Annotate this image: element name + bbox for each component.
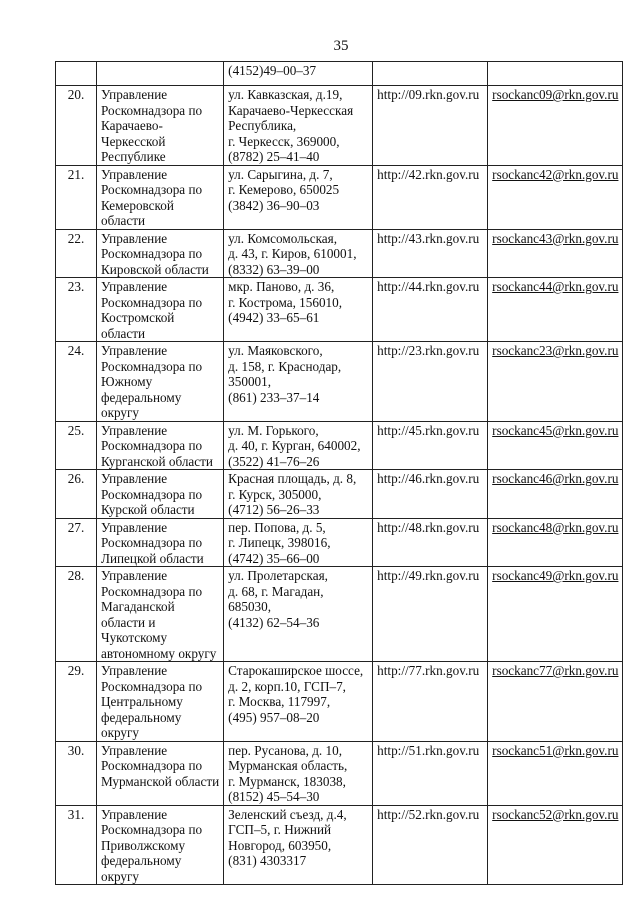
table-row (56, 662, 623, 742)
office-name-line: Управление (101, 87, 168, 102)
email-cell (488, 342, 623, 422)
office-address-line: г. Липецк, 398016, (228, 535, 331, 550)
office-name-line: Управление (101, 279, 168, 294)
email-link[interactable]: rsockanc52@rkn.gov.ru (492, 806, 619, 822)
website-link[interactable]: http://46.rkn.gov.ru (373, 470, 488, 519)
office-address-line: 685030, (228, 599, 272, 614)
office-name-line: Центральному (101, 694, 183, 709)
office-address-line: ул. М. Горького, (228, 422, 319, 438)
office-name-line: Управление (101, 471, 168, 486)
office-address-line: (8782) 25–41–40 (228, 149, 320, 164)
office-address-line: ул. Комсомольская, (228, 230, 338, 246)
office-name (97, 470, 224, 519)
office-address (224, 567, 373, 662)
website-link[interactable]: http://23.rkn.gov.ru (373, 342, 488, 422)
office-name-line: области (101, 213, 146, 228)
office-name-line: области и (101, 614, 156, 630)
office-address-line: д. 2, корп.10, ГСП–7, (228, 678, 346, 694)
row-number: 20. (56, 86, 97, 166)
office-name-line: Управление (101, 343, 168, 358)
row-number: 25. (56, 421, 97, 470)
office-address-line: (8332) 63–39–00 (228, 261, 320, 277)
email-link[interactable]: rsockanc77@rkn.gov.ru (492, 663, 619, 678)
office-address-line: д. 40, г. Курган, 640002, (228, 438, 361, 453)
table-row (56, 278, 623, 342)
email-cell (488, 229, 623, 278)
office-name-line: Роскомнадзора по (101, 182, 203, 197)
page-number: 35 (333, 38, 349, 54)
website-link[interactable] (373, 62, 488, 86)
office-address (224, 62, 373, 86)
row-number: 31. (56, 805, 97, 885)
email-cell (488, 662, 623, 742)
website-link[interactable]: http://48.rkn.gov.ru (373, 518, 488, 567)
website-link[interactable]: http://44.rkn.gov.ru (373, 278, 488, 342)
office-address-line: (8152) 45–54–30 (228, 789, 320, 804)
office-address-line: ул. Кавказская, д.19, (228, 87, 343, 102)
office-name-line: Роскомнадзора по (101, 294, 203, 310)
office-name-line: Управление (101, 806, 168, 822)
office-address-line: ул. Маяковского, (228, 343, 323, 358)
office-name (97, 805, 224, 885)
office-address-line: г. Курск, 305000, (228, 486, 322, 502)
table-row (56, 229, 623, 278)
row-number: 24. (56, 342, 97, 422)
row-number: 28. (56, 567, 97, 662)
office-name-line: Роскомнадзора по (101, 486, 203, 502)
office-name-line: федеральному (101, 709, 182, 725)
office-name-line: Роскомнадзора по (101, 583, 203, 599)
office-address (224, 518, 373, 567)
row-number (56, 62, 97, 86)
email-cell (488, 567, 623, 662)
email-cell (488, 421, 623, 470)
office-address (224, 470, 373, 519)
office-address-line: (4742) 35–66–00 (228, 550, 320, 566)
website-link[interactable]: http://42.rkn.gov.ru (373, 165, 488, 229)
office-name-line: Магаданской (101, 599, 175, 614)
office-name-line: федеральному (101, 853, 182, 868)
office-name-line: федеральному (101, 389, 182, 405)
office-name-line: Управление (101, 230, 168, 246)
office-name-line: округу (101, 868, 140, 884)
registry-table (55, 61, 623, 885)
email-cell (488, 805, 623, 885)
office-address-line: ул. Пролетарская, (228, 568, 328, 583)
email-cell (488, 165, 623, 229)
website-link[interactable]: http://52.rkn.gov.ru (373, 805, 488, 885)
office-address-line: пер. Русанова, д. 10, (228, 742, 343, 758)
office-name-line: Кемеровской (101, 197, 174, 213)
office-name-line: Роскомнадзора по (101, 535, 203, 550)
office-name-line: Роскомнадзора по (101, 822, 203, 837)
office-name-line: автономному округу (101, 645, 217, 661)
office-address (224, 741, 373, 805)
office-name (97, 518, 224, 567)
office-address-line: г. Кострома, 156010, (228, 294, 343, 310)
office-address-line: г. Мурманск, 183038, (228, 773, 346, 789)
office-address (224, 662, 373, 742)
office-name (97, 86, 224, 166)
website-link[interactable]: http://51.rkn.gov.ru (373, 741, 488, 805)
office-name (97, 229, 224, 278)
email-link[interactable]: rsockanc44@rkn.gov.ru (492, 279, 619, 294)
office-name (97, 342, 224, 422)
email-link[interactable]: rsockanc49@rkn.gov.ru (492, 568, 619, 583)
row-number: 29. (56, 662, 97, 742)
office-address-line: (861) 233–37–14 (228, 389, 320, 405)
office-name-line: округу (101, 725, 140, 740)
office-name (97, 421, 224, 470)
office-name-line: Курганской области (101, 453, 213, 469)
office-address (224, 278, 373, 342)
table-row (56, 62, 623, 86)
office-address-line: ул. Сарыгина, д. 7, (228, 166, 333, 182)
office-address-line: (4712) 56–26–33 (228, 502, 320, 517)
office-name-line: Управление (101, 166, 168, 182)
office-name-line: Республике (101, 149, 166, 164)
office-name-line: Чукотскому (101, 630, 168, 645)
office-address-line: мкр. Паново, д. 36, (228, 279, 335, 294)
office-name-line: округу (101, 405, 140, 420)
email-link[interactable]: rsockanc51@rkn.gov.ru (492, 742, 619, 758)
row-number: 26. (56, 470, 97, 519)
office-name-line: Управление (101, 568, 168, 583)
office-name-line: Управление (101, 422, 168, 438)
email-link[interactable]: rsockanc45@rkn.gov.ru (492, 422, 619, 438)
row-number: 23. (56, 278, 97, 342)
office-name-line: Роскомнадзора по (101, 102, 203, 118)
row-number: 21. (56, 165, 97, 229)
office-name-line: Мурманской области (101, 773, 220, 789)
website-link[interactable]: http://09.rkn.gov.ru (373, 86, 488, 166)
website-link[interactable]: http://45.rkn.gov.ru (373, 421, 488, 470)
table-row (56, 342, 623, 422)
email-link[interactable]: rsockanc23@rkn.gov.ru (492, 343, 619, 358)
office-name-line: Южному (101, 374, 153, 389)
office-name-line: Костромской (101, 310, 175, 325)
email-link[interactable]: rsockanc42@rkn.gov.ru (492, 166, 619, 182)
table-row (56, 741, 623, 805)
office-address (224, 229, 373, 278)
website-link[interactable]: http://43.rkn.gov.ru (373, 229, 488, 278)
office-address-line: пер. Попова, д. 5, (228, 519, 326, 535)
office-name-line: Приволжскому (101, 837, 186, 853)
office-address-line: Республика, (228, 118, 297, 133)
office-address-line: 350001, (228, 374, 272, 389)
office-address-line: д. 158, г. Краснодар, (228, 358, 342, 374)
office-name-line: Роскомнадзора по (101, 758, 203, 773)
table-row (56, 470, 623, 519)
office-name-line: Управление (101, 663, 168, 678)
office-address-line: г. Кемерово, 650025 (228, 182, 340, 197)
office-address (224, 86, 373, 166)
office-name-line: Управление (101, 519, 168, 535)
email-cell (488, 278, 623, 342)
office-name (97, 62, 224, 86)
office-address-line: (4132) 62–54–36 (228, 614, 320, 630)
table-row (56, 805, 623, 885)
office-name-line: Кировской области (101, 261, 209, 277)
table-row (56, 421, 623, 470)
office-name (97, 165, 224, 229)
email-link[interactable]: rsockanc43@rkn.gov.ru (492, 230, 619, 246)
office-address (224, 342, 373, 422)
office-name-line: Роскомнадзора по (101, 246, 203, 261)
office-name-line: Карачаево- (101, 118, 163, 133)
office-address-line: (495) 957–08–20 (228, 709, 320, 725)
office-name-line: Курской области (101, 502, 195, 517)
office-address-line: д. 43, г. Киров, 610001, (228, 246, 357, 261)
table-row (56, 567, 623, 662)
office-name-line: Роскомнадзора по (101, 438, 203, 453)
office-name (97, 278, 224, 342)
office-address-line: Зеленский съезд, д.4, (228, 806, 347, 822)
email-link[interactable]: rsockanc48@rkn.gov.ru (492, 519, 619, 535)
website-link[interactable]: http://77.rkn.gov.ru (373, 662, 488, 742)
office-address-line: (3522) 41–76–26 (228, 453, 320, 469)
email-cell (488, 470, 623, 519)
email-cell (488, 86, 623, 166)
office-address-line: (4942) 33–65–61 (228, 310, 320, 325)
office-address-line: ГСП–5, г. Нижний (228, 822, 332, 837)
table-row (56, 86, 623, 166)
office-address-line: Старокаширское шоссе, (228, 663, 364, 678)
table-row (56, 165, 623, 229)
office-name (97, 567, 224, 662)
office-name-line: Управление (101, 742, 168, 758)
office-address-line: д. 68, г. Магадан, (228, 583, 324, 599)
office-address-line: Мурманская область, (228, 758, 348, 773)
office-address-line: (4152)49–00–37 (228, 63, 317, 78)
email-cell (488, 518, 623, 567)
office-address (224, 805, 373, 885)
office-address-line: Новгород, 603950, (228, 837, 332, 853)
office-name-line: Черкесской (101, 133, 166, 149)
office-address (224, 165, 373, 229)
row-number: 22. (56, 229, 97, 278)
office-name (97, 741, 224, 805)
email-cell (488, 741, 623, 805)
office-address-line: Карачаево-Черкесская (228, 102, 354, 118)
office-name-line: области (101, 325, 146, 341)
office-name-line: Липецкой области (101, 550, 204, 566)
email-link[interactable]: rsockanc46@rkn.gov.ru (492, 471, 619, 486)
office-address-line: (3842) 36–90–03 (228, 197, 320, 213)
row-number: 30. (56, 741, 97, 805)
office-address-line: г. Москва, 117997, (228, 694, 331, 709)
office-address-line: (831) 4303317 (228, 853, 307, 868)
office-name-line: Роскомнадзора по (101, 358, 203, 374)
website-link[interactable]: http://49.rkn.gov.ru (373, 567, 488, 662)
table-body (56, 62, 623, 885)
office-address-line: г. Черкесск, 369000, (228, 133, 340, 149)
office-name-line: Роскомнадзора по (101, 678, 203, 694)
office-name (97, 662, 224, 742)
office-address (224, 421, 373, 470)
row-number: 27. (56, 518, 97, 567)
office-address-line: Красная площадь, д. 8, (228, 471, 357, 486)
email-link[interactable]: rsockanc09@rkn.gov.ru (492, 87, 619, 102)
table-row (56, 518, 623, 567)
email-cell (488, 62, 623, 86)
